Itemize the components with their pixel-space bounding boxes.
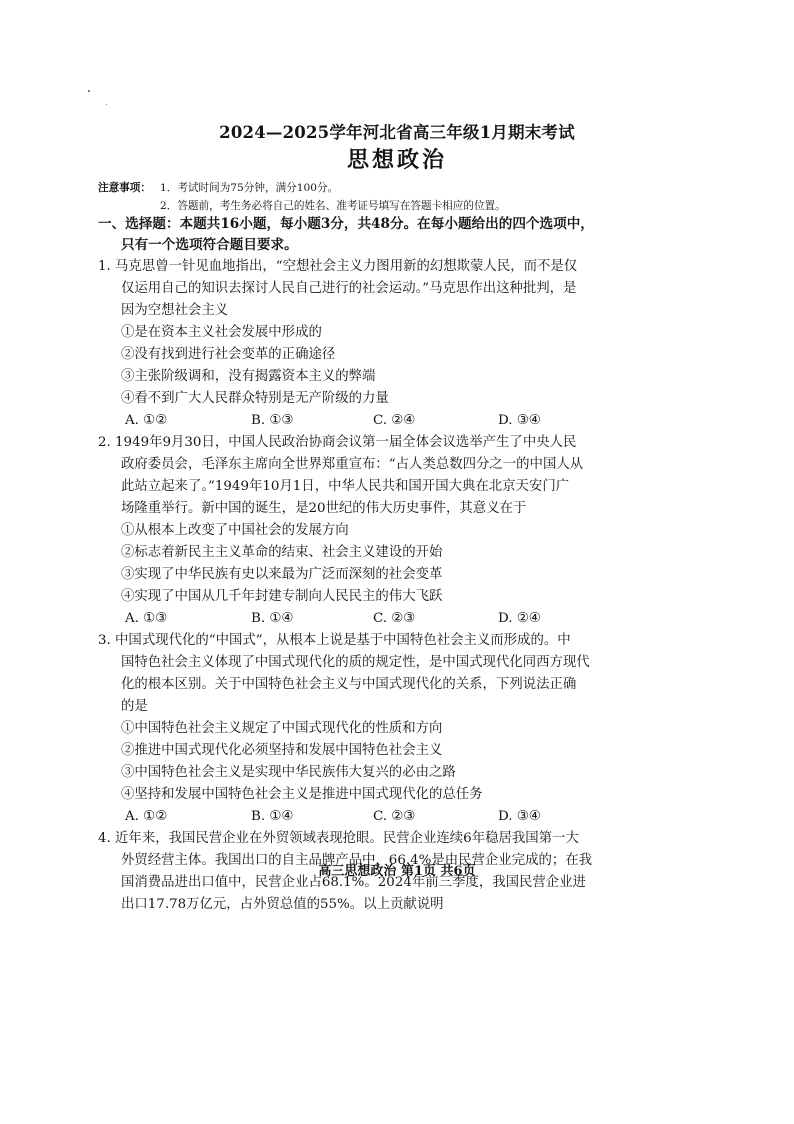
section-heading: 一、选择题：本题共16小题，每小题3分，共48分。在每小题给出的四个选项中，	[98, 216, 594, 232]
option-c: C. ②③	[373, 611, 416, 626]
option-d: D. ③④	[498, 413, 541, 428]
exam-title: 2024—2025学年河北省高三年级1月期末考试	[219, 123, 575, 142]
question-item: ③主张阶级调和，没有揭露资本主义的弊端	[121, 369, 376, 384]
scan-speck	[88, 90, 90, 92]
option-b: B. ①④	[251, 809, 294, 824]
question-stem-line: 化的根本区别。关于中国特色社会主义与中国式现代化的关系，下列说法正确	[121, 677, 577, 692]
question-stem-line: 1. 马克思曾一针见血地指出，“空想社会主义力图用新的幻想欺蒙人民，而不是仅	[98, 259, 578, 274]
note-item-1: 1．考试时间为75分钟，满分100分。	[160, 182, 339, 194]
question-item: ③中国特色社会主义是实现中华民族伟大复兴的必由之路	[121, 765, 456, 780]
question-stem-line: 出口17.78万亿元，占外贸总值的55%。以上贡献说明	[121, 897, 444, 912]
option-d: D. ③④	[498, 809, 541, 824]
question-stem-line: 此站立起来了。”1949年10月1日，中华人民共和国开国大典在北京天安门广	[121, 479, 570, 494]
option-c: C. ②③	[373, 809, 416, 824]
notes-label: 注意事项：	[98, 182, 151, 194]
scan-speck	[106, 104, 107, 105]
option-a: A. ①②	[125, 809, 168, 824]
question-stem-line: 外贸经营主体。我国出口的自主品牌产品中，66.4%是由民营企业完成的；在我	[121, 853, 593, 868]
question-item: ③实现了中华民族有史以来最为广泛而深刻的社会变革	[121, 567, 443, 582]
question-stem-line: 国特色社会主义体现了中国式现代化的质的规定性，是中国式现代化同西方现代	[121, 655, 590, 670]
question-stem-line: 2. 1949年9月30日，中国人民政治协商会议第一届全体会议选举产生了中央人民	[98, 435, 577, 450]
question-item: ①从根本上改变了中国社会的发展方向	[121, 523, 349, 538]
question-item: ④看不到广大人民群众特别是无产阶级的力量	[121, 391, 389, 406]
question-stem-line: 仅运用自己的知识去探讨人民自己进行的社会运动。”马克思作出这种批判，是	[121, 281, 577, 296]
section-heading-cont: 只有一个选项符合题目要求。	[121, 237, 298, 253]
option-b: B. ①③	[251, 413, 294, 428]
question-stem-line: 场隆重举行。新中国的诞生，是20世纪的伟大历史事件，其意义在于	[121, 501, 527, 516]
question-stem-line: 政府委员会，毛泽东主席向全世界郑重宣布：“占人类总数四分之一的中国人从	[121, 457, 584, 472]
option-d: D. ②④	[498, 611, 541, 626]
option-c: C. ②④	[373, 413, 416, 428]
question-item: ②没有找到进行社会变革的正确途径	[121, 347, 336, 362]
question-stem-line: 国消费品进出口值中，民营企业占68.1%。2024年前三季度，我国民营企业进	[121, 875, 586, 890]
question-item: ②标志着新民主主义革命的结束、社会主义建设的开始	[121, 545, 443, 560]
question-stem-line: 因为空想社会主义	[121, 303, 229, 318]
question-stem-line: 的是	[121, 699, 148, 714]
question-stem-line: 4. 近年来，我国民营企业在外贸领域表现抢眼。民营企业连续6年稳居我国第一大	[98, 831, 579, 846]
question-item: ②推进中国式现代化必须坚持和发展中国特色社会主义	[121, 743, 443, 758]
option-a: A. ①②	[125, 413, 168, 428]
option-a: A. ①③	[125, 611, 168, 626]
subject-title: 思想政治	[346, 147, 447, 173]
question-stem-line: 3. 中国式现代化的“中国式”，从根本上说是基于中国特色社会主义而形成的。中	[98, 633, 571, 648]
question-item: ④实现了中国从几千年封建专制向人民民主的伟大飞跃	[121, 589, 443, 604]
question-item: ④坚持和发展中国特色社会主义是推进中国式现代化的总任务	[121, 787, 483, 802]
note-item-2: 2．答题前，考生务必将自己的姓名、准考证号填写在答题卡相应的位置。	[160, 200, 506, 212]
question-item: ①是在资本主义社会发展中形成的	[121, 325, 322, 340]
question-item: ①中国特色社会主义规定了中国式现代化的性质和方向	[121, 721, 443, 736]
page-footer: 高三思想政治 第1页 共6页	[318, 864, 476, 879]
option-b: B. ①④	[251, 611, 294, 626]
